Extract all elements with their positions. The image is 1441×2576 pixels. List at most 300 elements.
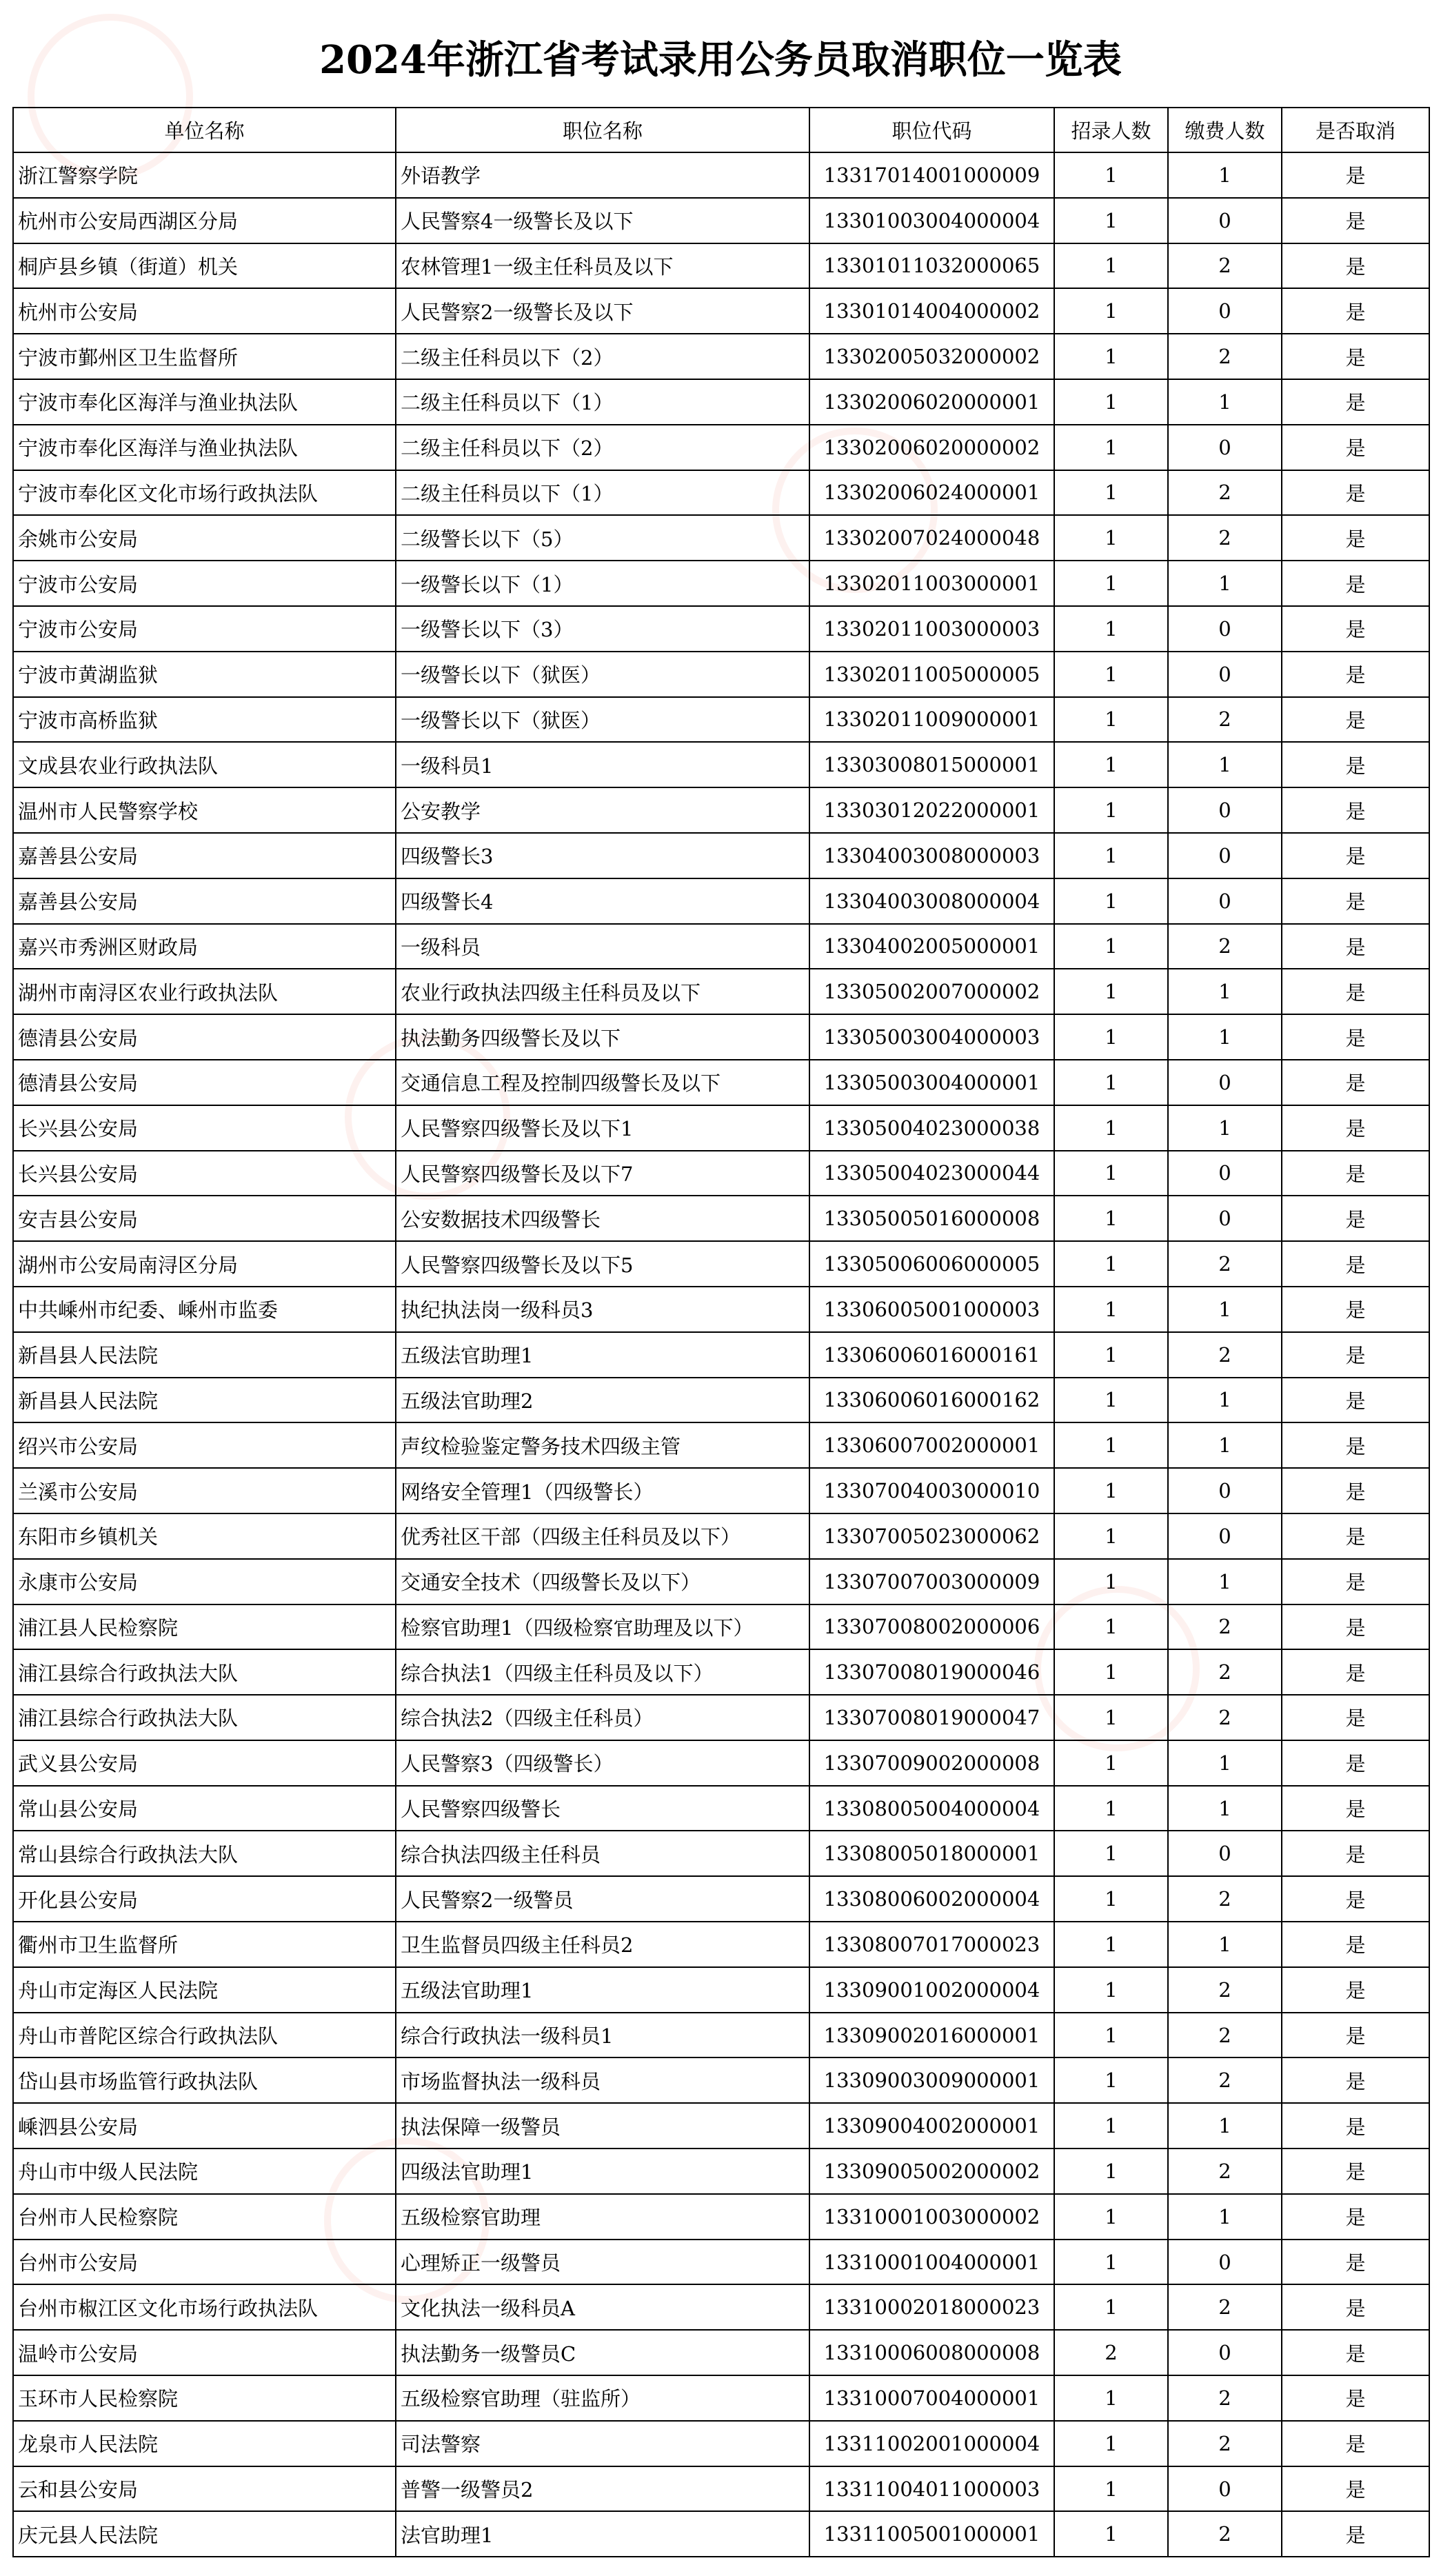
- cell-unit-name: 余姚市公安局: [13, 515, 396, 561]
- cell-recruit-count: 1: [1054, 787, 1168, 833]
- cell-cancelled: 是: [1282, 470, 1429, 516]
- cell-position-name: 五级法官助理1: [396, 1332, 809, 1378]
- table-row: [13, 1060, 1429, 1105]
- cell-recruit-count: 1: [1054, 2421, 1168, 2466]
- cell-position-code: 13304003008000003: [809, 833, 1054, 878]
- cell-position-code: 13301014004000002: [809, 288, 1054, 334]
- cell-cancelled: 是: [1282, 1831, 1429, 1876]
- table-row: [13, 2421, 1429, 2466]
- table-row: [13, 1422, 1429, 1468]
- table-row: [13, 152, 1429, 198]
- cell-unit-name: 浙江警察学院: [13, 152, 396, 198]
- cell-unit-name: 嘉善县公安局: [13, 878, 396, 924]
- cell-recruit-count: 1: [1054, 2103, 1168, 2149]
- cell-cancelled: 是: [1282, 2511, 1429, 2557]
- cell-recruit-count: 1: [1054, 1967, 1168, 2013]
- cell-position-code: 13305003004000003: [809, 1014, 1054, 1060]
- cell-unit-name: 武义县公安局: [13, 1740, 396, 1786]
- cell-recruit-count: 1: [1054, 470, 1168, 516]
- cell-cancelled: 是: [1282, 2103, 1429, 2149]
- cell-unit-name: 常山县公安局: [13, 1786, 396, 1831]
- cell-position-name: 市场监督执法一级科员: [396, 2057, 809, 2103]
- cell-paid-count: 2: [1168, 2375, 1282, 2421]
- cell-unit-name: 德清县公安局: [13, 1014, 396, 1060]
- table-row: [13, 2330, 1429, 2375]
- cell-position-name: 网络安全管理1（四级警长）: [396, 1468, 809, 1513]
- cell-paid-count: 0: [1168, 288, 1282, 334]
- table-row: [13, 2375, 1429, 2421]
- cell-recruit-count: 1: [1054, 1604, 1168, 1650]
- cell-cancelled: 是: [1282, 1105, 1429, 1151]
- cell-recruit-count: 1: [1054, 152, 1168, 198]
- header-position-name: 职位名称: [396, 108, 809, 152]
- cell-position-code: 13307005023000062: [809, 1513, 1054, 1559]
- cell-position-code: 13304002005000001: [809, 924, 1054, 969]
- cell-cancelled: 是: [1282, 2240, 1429, 2285]
- cell-position-code: 13306006016000161: [809, 1332, 1054, 1378]
- cell-position-code: 13306007002000001: [809, 1422, 1054, 1468]
- cell-recruit-count: 1: [1054, 2511, 1168, 2557]
- cell-position-code: 13308007017000023: [809, 1922, 1054, 1967]
- cell-cancelled: 是: [1282, 1967, 1429, 2013]
- cell-paid-count: 1: [1168, 561, 1282, 606]
- cell-position-name: 综合执法2（四级主任科员）: [396, 1695, 809, 1740]
- table-row: [13, 1876, 1429, 1922]
- cell-cancelled: 是: [1282, 1241, 1429, 1287]
- cell-position-code: 13301003004000004: [809, 198, 1054, 243]
- cell-position-name: 五级法官助理1: [396, 1967, 809, 2013]
- cell-position-name: 综合执法四级主任科员: [396, 1831, 809, 1876]
- cell-position-code: 13317014001000009: [809, 152, 1054, 198]
- cell-position-name: 交通信息工程及控制四级警长及以下: [396, 1060, 809, 1105]
- cell-unit-name: 舟山市中级人民法院: [13, 2149, 396, 2194]
- cell-unit-name: 中共嵊州市纪委、嵊州市监委: [13, 1287, 396, 1332]
- cell-paid-count: 2: [1168, 1332, 1282, 1378]
- cell-position-code: 13306005001000003: [809, 1287, 1054, 1332]
- cell-recruit-count: 1: [1054, 833, 1168, 878]
- cell-recruit-count: 1: [1054, 2194, 1168, 2240]
- table-row: [13, 198, 1429, 243]
- cell-cancelled: 是: [1282, 152, 1429, 198]
- cell-unit-name: 台州市椒江区文化市场行政执法队: [13, 2284, 396, 2330]
- cell-paid-count: 0: [1168, 1196, 1282, 1241]
- cell-paid-count: 2: [1168, 1695, 1282, 1740]
- cell-paid-count: 0: [1168, 1831, 1282, 1876]
- cell-position-code: 13308005004000004: [809, 1786, 1054, 1831]
- cell-recruit-count: 1: [1054, 1468, 1168, 1513]
- cell-recruit-count: 1: [1054, 2284, 1168, 2330]
- cell-unit-name: 宁波市奉化区海洋与渔业执法队: [13, 379, 396, 425]
- cell-position-code: 13304003008000004: [809, 878, 1054, 924]
- cell-cancelled: 是: [1282, 515, 1429, 561]
- cell-cancelled: 是: [1282, 969, 1429, 1014]
- cell-cancelled: 是: [1282, 878, 1429, 924]
- cell-position-code: 13310006008000008: [809, 2330, 1054, 2375]
- cell-cancelled: 是: [1282, 1287, 1429, 1332]
- table-row: [13, 470, 1429, 516]
- cell-recruit-count: 1: [1054, 379, 1168, 425]
- cell-unit-name: 温州市人民警察学校: [13, 787, 396, 833]
- cell-cancelled: 是: [1282, 1740, 1429, 1786]
- cell-position-name: 一级警长以下（狱医）: [396, 652, 809, 697]
- cell-recruit-count: 1: [1054, 2375, 1168, 2421]
- cell-position-name: 执法勤务一级警员C: [396, 2330, 809, 2375]
- cell-position-code: 13307004003000010: [809, 1468, 1054, 1513]
- cell-paid-count: 2: [1168, 334, 1282, 379]
- cell-unit-name: 云和县公安局: [13, 2466, 396, 2512]
- cell-paid-count: 2: [1168, 1649, 1282, 1695]
- cell-position-code: 13302005032000002: [809, 334, 1054, 379]
- cell-position-code: 13309003009000001: [809, 2057, 1054, 2103]
- cell-position-code: 13310001004000001: [809, 2240, 1054, 2285]
- cell-position-code: 13302007024000048: [809, 515, 1054, 561]
- cell-paid-count: 2: [1168, 1967, 1282, 2013]
- table-row: [13, 2057, 1429, 2103]
- cell-unit-name: 宁波市奉化区海洋与渔业执法队: [13, 425, 396, 470]
- cell-paid-count: 2: [1168, 2421, 1282, 2466]
- cell-position-name: 司法警察: [396, 2421, 809, 2466]
- cell-unit-name: 浦江县综合行政执法大队: [13, 1695, 396, 1740]
- cell-recruit-count: 1: [1054, 1196, 1168, 1241]
- cell-position-name: 五级检察官助理（驻监所）: [396, 2375, 809, 2421]
- cell-cancelled: 是: [1282, 1876, 1429, 1922]
- cell-unit-name: 宁波市高桥监狱: [13, 697, 396, 743]
- cell-position-name: 人民警察2一级警长及以下: [396, 288, 809, 334]
- cell-paid-count: 2: [1168, 515, 1282, 561]
- cell-position-code: 13308006002000004: [809, 1876, 1054, 1922]
- cell-paid-count: 2: [1168, 2057, 1282, 2103]
- cell-position-code: 13309002016000001: [809, 2013, 1054, 2058]
- table-row: [13, 2240, 1429, 2285]
- cell-unit-name: 玉环市人民检察院: [13, 2375, 396, 2421]
- cell-cancelled: 是: [1282, 561, 1429, 606]
- cell-recruit-count: 1: [1054, 1060, 1168, 1105]
- cell-unit-name: 杭州市公安局西湖区分局: [13, 198, 396, 243]
- cell-position-code: 13309005002000002: [809, 2149, 1054, 2194]
- cell-cancelled: 是: [1282, 2375, 1429, 2421]
- table-row: [13, 652, 1429, 697]
- cell-position-name: 人民警察2一级警员: [396, 1876, 809, 1922]
- cell-position-name: 综合行政执法一级科员1: [396, 2013, 809, 2058]
- table-row: [13, 1332, 1429, 1378]
- header-unit-name: 单位名称: [13, 108, 396, 152]
- header-position-code: 职位代码: [809, 108, 1054, 152]
- cell-paid-count: 2: [1168, 1241, 1282, 1287]
- cell-cancelled: 是: [1282, 1513, 1429, 1559]
- cell-position-code: 13302011005000005: [809, 652, 1054, 697]
- cell-position-name: 综合执法1（四级主任科员及以下）: [396, 1649, 809, 1695]
- cell-recruit-count: 1: [1054, 1332, 1168, 1378]
- cell-recruit-count: 1: [1054, 243, 1168, 289]
- cell-position-name: 农业行政执法四级主任科员及以下: [396, 969, 809, 1014]
- cell-recruit-count: 1: [1054, 878, 1168, 924]
- cell-unit-name: 文成县农业行政执法队: [13, 742, 396, 787]
- cell-position-code: 13307008019000046: [809, 1649, 1054, 1695]
- table-row: [13, 1105, 1429, 1151]
- table-row: [13, 969, 1429, 1014]
- cell-unit-name: 德清县公安局: [13, 1060, 396, 1105]
- cell-cancelled: 是: [1282, 2284, 1429, 2330]
- cell-recruit-count: 1: [1054, 1786, 1168, 1831]
- cell-position-name: 五级检察官助理: [396, 2194, 809, 2240]
- cell-paid-count: 0: [1168, 2330, 1282, 2375]
- cell-position-code: 13305004023000044: [809, 1151, 1054, 1196]
- cell-paid-count: 1: [1168, 152, 1282, 198]
- cell-position-code: 13311002001000004: [809, 2421, 1054, 2466]
- cell-paid-count: 0: [1168, 425, 1282, 470]
- cell-recruit-count: 1: [1054, 2240, 1168, 2285]
- cell-recruit-count: 1: [1054, 515, 1168, 561]
- cell-cancelled: 是: [1282, 1332, 1429, 1378]
- cell-paid-count: 0: [1168, 1468, 1282, 1513]
- cell-paid-count: 2: [1168, 470, 1282, 516]
- cell-unit-name: 开化县公安局: [13, 1876, 396, 1922]
- table-row: [13, 1831, 1429, 1876]
- cell-unit-name: 浦江县人民检察院: [13, 1604, 396, 1650]
- table-row: [13, 1287, 1429, 1332]
- table-row: [13, 2284, 1429, 2330]
- cell-cancelled: 是: [1282, 1468, 1429, 1513]
- cell-position-name: 人民警察四级警长: [396, 1786, 809, 1831]
- cell-cancelled: 是: [1282, 2149, 1429, 2194]
- cell-unit-name: 舟山市定海区人民法院: [13, 1967, 396, 2013]
- cell-paid-count: 0: [1168, 787, 1282, 833]
- cell-cancelled: 是: [1282, 2013, 1429, 2058]
- cell-paid-count: 0: [1168, 1060, 1282, 1105]
- cell-unit-name: 永康市公安局: [13, 1559, 396, 1604]
- table-row: [13, 833, 1429, 878]
- cell-position-code: 13307008002000006: [809, 1604, 1054, 1650]
- cell-position-code: 13311005001000001: [809, 2511, 1054, 2557]
- cell-cancelled: 是: [1282, 379, 1429, 425]
- cell-recruit-count: 1: [1054, 969, 1168, 1014]
- cell-cancelled: 是: [1282, 742, 1429, 787]
- cell-unit-name: 常山县综合行政执法大队: [13, 1831, 396, 1876]
- cell-unit-name: 舟山市普陀区综合行政执法队: [13, 2013, 396, 2058]
- cell-position-name: 人民警察四级警长及以下5: [396, 1241, 809, 1287]
- cell-paid-count: 0: [1168, 1151, 1282, 1196]
- cell-unit-name: 长兴县公安局: [13, 1151, 396, 1196]
- cell-cancelled: 是: [1282, 787, 1429, 833]
- cell-cancelled: 是: [1282, 243, 1429, 289]
- cell-position-name: 二级主任科员以下（1）: [396, 379, 809, 425]
- cell-position-name: 法官助理1: [396, 2511, 809, 2557]
- cell-position-code: 13307009002000008: [809, 1740, 1054, 1786]
- cell-position-code: 13311004011000003: [809, 2466, 1054, 2512]
- table-row: [13, 1241, 1429, 1287]
- cell-unit-name: 嵊泗县公安局: [13, 2103, 396, 2149]
- cell-recruit-count: 1: [1054, 1014, 1168, 1060]
- cell-position-name: 心理矫正一级警员: [396, 2240, 809, 2285]
- table-row: [13, 1151, 1429, 1196]
- table-row: [13, 379, 1429, 425]
- cell-cancelled: 是: [1282, 1014, 1429, 1060]
- cell-position-code: 13302006024000001: [809, 470, 1054, 516]
- cell-paid-count: 1: [1168, 1378, 1282, 1423]
- cell-paid-count: 1: [1168, 742, 1282, 787]
- cell-recruit-count: 1: [1054, 1695, 1168, 1740]
- cell-unit-name: 宁波市鄞州区卫生监督所: [13, 334, 396, 379]
- cell-cancelled: 是: [1282, 2421, 1429, 2466]
- cell-position-name: 外语教学: [396, 152, 809, 198]
- cell-unit-name: 台州市人民检察院: [13, 2194, 396, 2240]
- table-row: [13, 288, 1429, 334]
- cell-position-name: 一级警长以下（3）: [396, 606, 809, 652]
- cell-paid-count: 0: [1168, 2466, 1282, 2512]
- cell-recruit-count: 1: [1054, 425, 1168, 470]
- cell-position-code: 13309001002000004: [809, 1967, 1054, 2013]
- cell-position-code: 13305006006000005: [809, 1241, 1054, 1287]
- cell-paid-count: 1: [1168, 379, 1282, 425]
- cell-position-code: 13302011009000001: [809, 697, 1054, 743]
- cancelled-positions-table: [12, 107, 1430, 2557]
- table-row: [13, 2511, 1429, 2557]
- cell-position-code: 13307007003000009: [809, 1559, 1054, 1604]
- cell-position-code: 13310001003000002: [809, 2194, 1054, 2240]
- cell-position-name: 农林管理1一级主任科员及以下: [396, 243, 809, 289]
- table-row: [13, 1604, 1429, 1650]
- cell-position-name: 一级警长以下（1）: [396, 561, 809, 606]
- cell-paid-count: 0: [1168, 1513, 1282, 1559]
- cell-position-name: 执纪执法岗一级科员3: [396, 1287, 809, 1332]
- cell-unit-name: 新昌县人民法院: [13, 1332, 396, 1378]
- cell-cancelled: 是: [1282, 924, 1429, 969]
- cell-cancelled: 是: [1282, 1649, 1429, 1695]
- cell-position-name: 人民警察3（四级警长）: [396, 1740, 809, 1786]
- cell-position-name: 一级科员1: [396, 742, 809, 787]
- table-body: [13, 152, 1429, 2557]
- cell-recruit-count: 2: [1054, 2330, 1168, 2375]
- cell-cancelled: 是: [1282, 2330, 1429, 2375]
- cell-position-name: 人民警察四级警长及以下1: [396, 1105, 809, 1151]
- cell-unit-name: 浦江县综合行政执法大队: [13, 1649, 396, 1695]
- cell-recruit-count: 1: [1054, 1922, 1168, 1967]
- cell-cancelled: 是: [1282, 425, 1429, 470]
- cell-position-name: 卫生监督员四级主任科员2: [396, 1922, 809, 1967]
- cell-cancelled: 是: [1282, 334, 1429, 379]
- cell-position-code: 13305003004000001: [809, 1060, 1054, 1105]
- cell-position-code: 13309004002000001: [809, 2103, 1054, 2149]
- cell-unit-name: 东阳市乡镇机关: [13, 1513, 396, 1559]
- table-row: [13, 2466, 1429, 2512]
- cell-paid-count: 0: [1168, 652, 1282, 697]
- cell-recruit-count: 1: [1054, 1287, 1168, 1332]
- cell-cancelled: 是: [1282, 1151, 1429, 1196]
- cell-paid-count: 1: [1168, 1922, 1282, 1967]
- table-row: [13, 742, 1429, 787]
- cell-recruit-count: 1: [1054, 334, 1168, 379]
- header-cancelled: 是否取消: [1282, 108, 1429, 152]
- cell-paid-count: 1: [1168, 1422, 1282, 1468]
- cell-cancelled: 是: [1282, 198, 1429, 243]
- cell-unit-name: 桐庐县乡镇（街道）机关: [13, 243, 396, 289]
- cell-paid-count: 2: [1168, 2149, 1282, 2194]
- cell-recruit-count: 1: [1054, 2466, 1168, 2512]
- cell-position-code: 13303012022000001: [809, 787, 1054, 833]
- cell-paid-count: 0: [1168, 606, 1282, 652]
- cell-cancelled: 是: [1282, 697, 1429, 743]
- cell-position-name: 二级主任科员以下（2）: [396, 334, 809, 379]
- cell-recruit-count: 1: [1054, 1831, 1168, 1876]
- table-row: [13, 878, 1429, 924]
- table-row: [13, 1695, 1429, 1740]
- cell-unit-name: 安吉县公安局: [13, 1196, 396, 1241]
- cell-unit-name: 宁波市黄湖监狱: [13, 652, 396, 697]
- page-title: 2024年浙江省考试录用公务员取消职位一览表: [319, 37, 1122, 83]
- cell-position-name: 执法勤务四级警长及以下: [396, 1014, 809, 1060]
- header-recruit-count: 招录人数: [1054, 108, 1168, 152]
- cell-cancelled: 是: [1282, 1060, 1429, 1105]
- cell-cancelled: 是: [1282, 2194, 1429, 2240]
- cell-cancelled: 是: [1282, 2057, 1429, 2103]
- table-row: [13, 515, 1429, 561]
- table-row: [13, 606, 1429, 652]
- cell-position-name: 人民警察四级警长及以下7: [396, 1151, 809, 1196]
- cell-unit-name: 衢州市卫生监督所: [13, 1922, 396, 1967]
- cell-recruit-count: 1: [1054, 2057, 1168, 2103]
- cell-paid-count: 1: [1168, 1559, 1282, 1604]
- cell-position-code: 13307008019000047: [809, 1695, 1054, 1740]
- cell-unit-name: 新昌县人民法院: [13, 1378, 396, 1423]
- table-row: [13, 2194, 1429, 2240]
- cell-position-name: 优秀社区干部（四级主任科员及以下）: [396, 1513, 809, 1559]
- cell-recruit-count: 1: [1054, 1876, 1168, 1922]
- table-header-row: [13, 108, 1429, 152]
- cell-recruit-count: 1: [1054, 561, 1168, 606]
- cell-cancelled: 是: [1282, 1922, 1429, 1967]
- cell-cancelled: 是: [1282, 1196, 1429, 1241]
- cell-paid-count: 1: [1168, 2194, 1282, 2240]
- cell-position-name: 一级科员: [396, 924, 809, 969]
- cell-paid-count: 2: [1168, 2284, 1282, 2330]
- cell-recruit-count: 1: [1054, 697, 1168, 743]
- cell-paid-count: 2: [1168, 697, 1282, 743]
- cell-paid-count: 1: [1168, 1740, 1282, 1786]
- cell-position-name: 二级主任科员以下（1）: [396, 470, 809, 516]
- table-row: [13, 425, 1429, 470]
- table-row: [13, 1740, 1429, 1786]
- cell-position-code: 13302006020000002: [809, 425, 1054, 470]
- cell-unit-name: 湖州市公安局南浔区分局: [13, 1241, 396, 1287]
- cell-position-name: 二级警长以下（5）: [396, 515, 809, 561]
- table-row: [13, 334, 1429, 379]
- cell-position-code: 13310007004000001: [809, 2375, 1054, 2421]
- cell-position-name: 人民警察4一级警长及以下: [396, 198, 809, 243]
- cell-position-name: 公安教学: [396, 787, 809, 833]
- cell-unit-name: 嘉兴市秀洲区财政局: [13, 924, 396, 969]
- cell-unit-name: 兰溪市公安局: [13, 1468, 396, 1513]
- cell-unit-name: 宁波市公安局: [13, 606, 396, 652]
- cell-recruit-count: 1: [1054, 288, 1168, 334]
- cell-position-name: 公安数据技术四级警长: [396, 1196, 809, 1241]
- cell-cancelled: 是: [1282, 1378, 1429, 1423]
- cell-paid-count: 2: [1168, 243, 1282, 289]
- cell-paid-count: 0: [1168, 833, 1282, 878]
- cell-unit-name: 龙泉市人民法院: [13, 2421, 396, 2466]
- cell-unit-name: 杭州市公安局: [13, 288, 396, 334]
- cell-paid-count: 1: [1168, 2103, 1282, 2149]
- header-paid-count: 缴费人数: [1168, 108, 1282, 152]
- cell-recruit-count: 1: [1054, 1378, 1168, 1423]
- cell-paid-count: 2: [1168, 2511, 1282, 2557]
- cell-paid-count: 0: [1168, 878, 1282, 924]
- cell-paid-count: 1: [1168, 1014, 1282, 1060]
- cell-cancelled: 是: [1282, 1422, 1429, 1468]
- cell-recruit-count: 1: [1054, 1241, 1168, 1287]
- cell-position-code: 13302011003000001: [809, 561, 1054, 606]
- table-row: [13, 697, 1429, 743]
- cell-position-name: 四级警长3: [396, 833, 809, 878]
